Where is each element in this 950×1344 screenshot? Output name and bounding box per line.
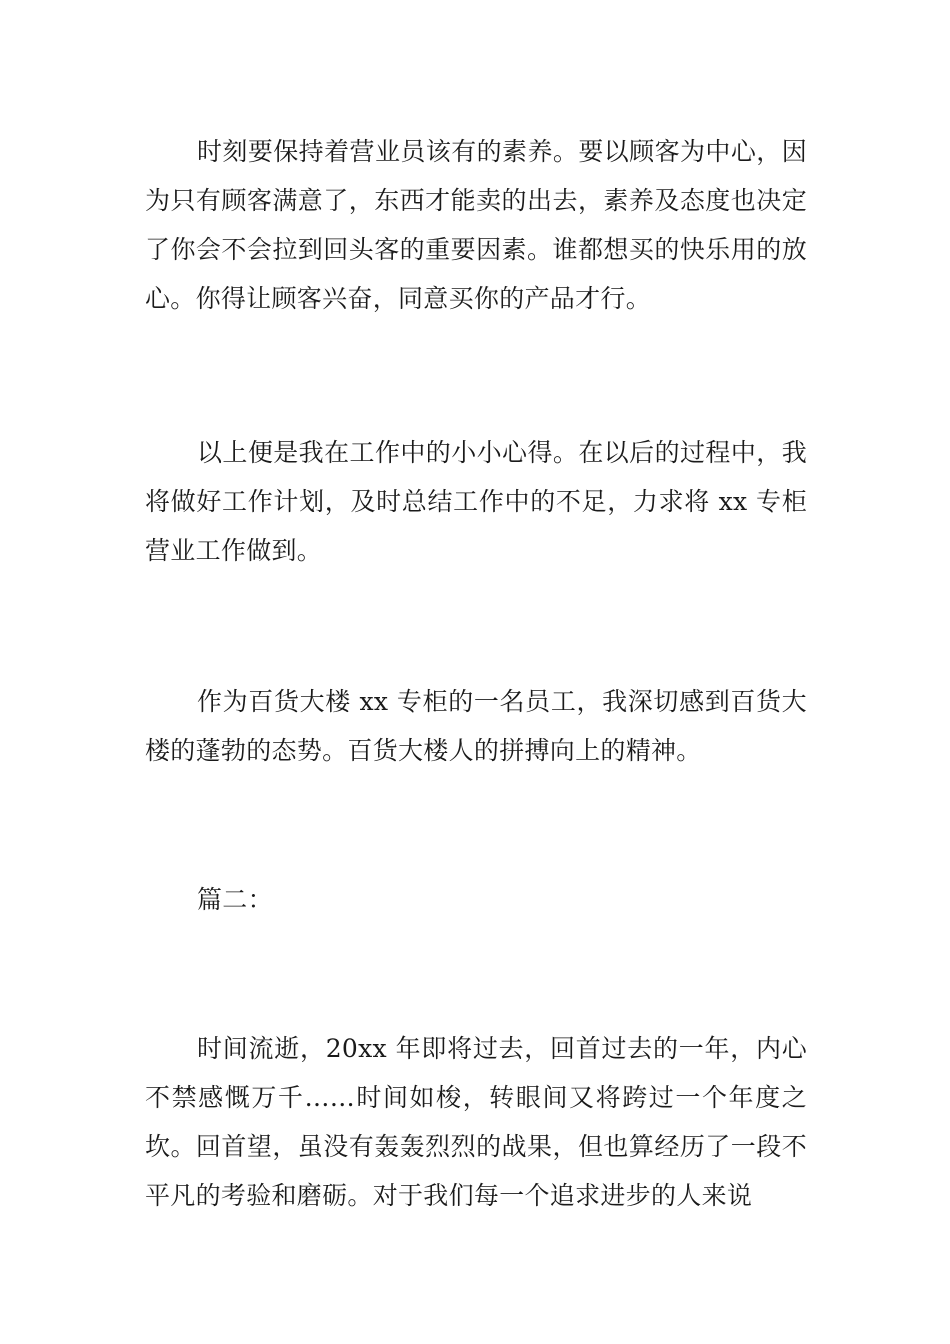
paragraph-salesperson-conduct: 时刻要保持着营业员该有的素养。要以顾客为中心，因为只有顾客满意了，东西才能卖的出去，素养及态度也决定了你会不会拉到回头客的重要因素。谁都想买的快乐用的放心。你得让顾客兴奋，同意买你的产品才行。 (145, 137, 807, 313)
paragraph-employee-reflection: 作为百货大楼 xx 专柜的一名员工，我深切感到百货大楼的蓬勃的态势。百货大楼人的拼搏向上的精神。 (145, 687, 807, 765)
paragraph-year-review: 时间流逝，20xx 年即将过去，回首过去的一年，内心不禁感慨万千……时间如梭，转眼间又将跨过一个年度之坎。回首望，虽没有轰轰烈烈的战果，但也算经历了一段不平凡的考验和磨砺。对于我们每一个追求进步的人来说 (145, 1034, 807, 1210)
section-heading-part-two: 篇二： (197, 885, 273, 914)
paragraph-work-summary: 以上便是我在工作中的小小心得。在以后的过程中，我将做好工作计划，及时总结工作中的不足，力求将 xx 专柜营业工作做到。 (145, 438, 807, 565)
